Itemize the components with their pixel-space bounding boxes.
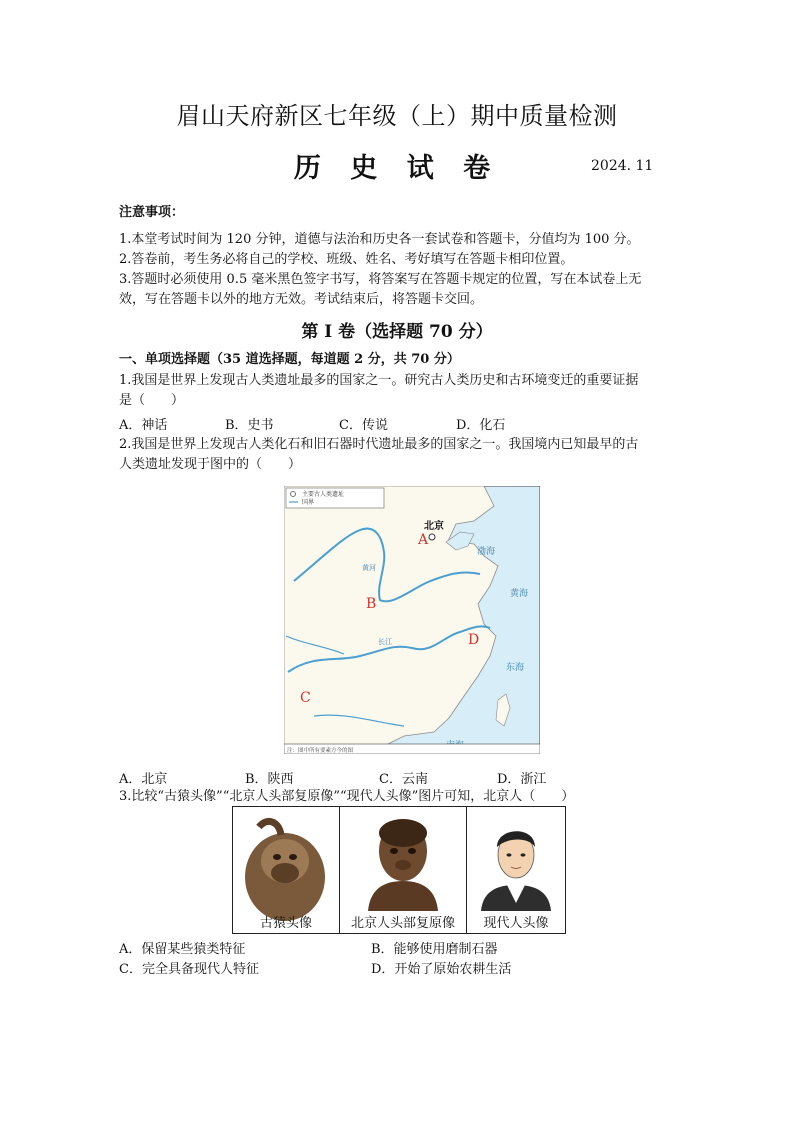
map-marker-a: A	[418, 532, 429, 548]
map-legend	[286, 488, 384, 508]
q1-stem-line2: 是（ ）	[119, 393, 185, 408]
part-heading: 一、单项选择题（35 道选择题，每道题 2 分，共 70 分）	[119, 352, 460, 367]
q2-stem-line1: 2.我国是世界上发现古人类化石和旧石器时代遗址最多的国家之一。我国境内已知最早的古	[119, 437, 639, 452]
map-sea-bohai: 渤海	[477, 547, 496, 557]
q3-stem: 3.比较“古猿头像”“北京人头部复原像”“现代人头像”图片可知，北京人（ ）	[119, 789, 575, 804]
q3-option-d[interactable]: D．开始了原始农耕生活	[371, 962, 512, 977]
portrait-peking-man	[340, 807, 467, 933]
q2-option-c[interactable]: C．云南	[379, 772, 428, 787]
note-item-3: 3.答题时必须使用 0.5 毫米黑色签字书写，将答案写在答题卡规定的位置，写在本试卷上无	[119, 272, 642, 287]
legend-site: 主要古人类遗址	[302, 491, 345, 498]
map-marker-c: C	[300, 690, 311, 706]
map-river-yangtze: 长江	[378, 638, 392, 646]
legend-border: 国界	[302, 499, 315, 506]
q2-option-b[interactable]: B．陕西	[245, 772, 294, 787]
map-river-yellow: 黄河	[362, 564, 376, 572]
q3-option-a[interactable]: A．保留某些猿类特征	[119, 942, 246, 957]
map-marker-b: B	[366, 596, 377, 612]
q1-option-b[interactable]: B．史书	[225, 418, 274, 433]
section-title: 第 I 卷（选择题 70 分）	[301, 322, 493, 342]
notes-heading: 注意事项：	[119, 205, 185, 220]
q3-option-b[interactable]: B．能够使用磨制石器	[371, 942, 498, 957]
portrait-ape	[233, 807, 340, 933]
q3-option-c[interactable]: C．完全具备现代人特征	[119, 962, 259, 977]
beijing-dot	[429, 534, 435, 540]
portrait-modern	[467, 807, 565, 933]
map-note: 注：图中所有要素方今的图	[287, 748, 354, 754]
note-item-1: 1.本堂考试时间为 120 分钟，道德与法治和历史各一套试卷和答题卡，分值均为 100 分。	[119, 232, 640, 247]
note-item-2: 2.答卷前，考生务必将自己的学校、班级、姓名、考好填写在答题卡相印位置。	[119, 252, 574, 267]
q1-option-d[interactable]: D．化石	[456, 418, 506, 433]
exam-title: 眉山天府新区七年级（上）期中质量检测	[176, 102, 618, 130]
exam-subject: 历 史 试 卷	[293, 153, 501, 184]
portrait-caption-ape: 古猿头像	[259, 916, 312, 931]
portrait-caption-modern: 现代人头像	[483, 916, 549, 931]
q2-option-a[interactable]: A．北京	[119, 772, 168, 787]
q2-option-d[interactable]: D．浙江	[497, 772, 547, 787]
map-marker-d: D	[468, 632, 480, 648]
portrait-caption-peking-man: 北京人头部复原像	[350, 916, 455, 931]
q2-stem-line2: 人类遗址发现于图中的（ ）	[119, 457, 302, 472]
china-map	[284, 486, 540, 754]
q1-option-c[interactable]: C．传说	[339, 418, 388, 433]
portrait-comparison	[232, 806, 566, 934]
map-sea-east: 东海	[506, 663, 525, 673]
note-item-3-cont: 效，写在答题卡以外的地方无效。考试结束后，将答题卡交回。	[119, 292, 484, 307]
q1-stem-line1: 1.我国是世界上发现古人类遗址最多的国家之一。研究古人类历史和古环境变迁的重要证据	[119, 373, 639, 388]
map-sea-yellow: 黄海	[510, 589, 529, 599]
exam-date: 2024. 11	[591, 158, 654, 174]
q1-option-a[interactable]: A．神话	[119, 418, 168, 433]
map-city-beijing: 北京	[424, 521, 444, 532]
